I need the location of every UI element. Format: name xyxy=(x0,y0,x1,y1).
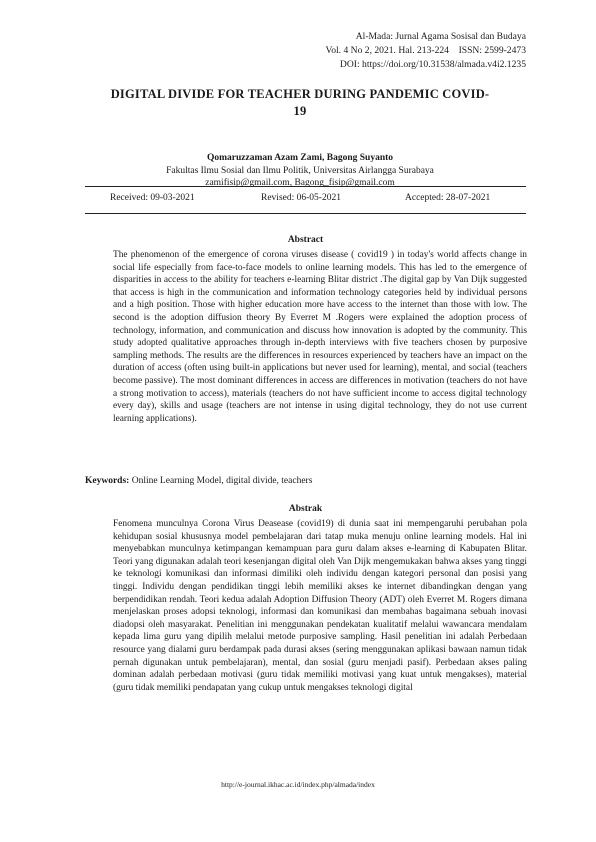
abstrak-heading: Abstrak xyxy=(288,504,323,514)
author-names: Qomaruzzaman Azam Zami, Bagong Suyanto xyxy=(206,153,394,163)
author-affiliation: Fakultas Ilmu Sosial dan Ilmu Politik, Universitas Airlangga Surabaya xyxy=(166,165,434,176)
author-block xyxy=(85,152,515,190)
revised-date: Revised: 06-05-2021 xyxy=(261,193,341,203)
journal-name: Al-Mada: Jurnal Agama Sosisal dan Budaya xyxy=(355,31,526,42)
paper-title: DIGITAL DIVIDE FOR TEACHER DURING PANDEMIC COVID-19 xyxy=(110,87,490,118)
received-date: Received: 09-03-2021 xyxy=(110,193,195,203)
keywords-label: Keywords: xyxy=(85,476,130,486)
abstract-english: The phenomenon of the emergence of corona viruses disease ( covid19 ) in today's world affects change in social life especially from face-to-face models to online learning models. This has led to the emergence of disparities in access to the ability for teachers e-learning Blitar district .The digital gap by Van Dijk suggested that access is high in the communication and information technology categories held by individual persons and a high position. Those with higher education more have access to the internet than those with low. The second is the adoption diffusion theory By Everret M .Rogers were explained the adoption process of technology, information, and communication and discuss how innovation is adopted by the community. This study adopted qualitative approaches through in-depth interviews with five teachers chosen by purposive sampling methods. The results are the differences in resources experienced by teachers have an impact on the duration of access (often using built-in applications but never used for learning), mental, and social (teachers become passive). The most dominant differences in access are differences in motivation (teachers do not have a strong motivation to access), materials (teachers do not have sufficient income to access digital technology every day), skills and usage (teachers are not intense in using digital technology, they do not use current learning applications). xyxy=(113,250,527,424)
journal-doi[interactable]: DOI: https://doi.org/10.31538/almada.v4i2.1235 xyxy=(339,59,526,71)
journal-header xyxy=(326,30,527,73)
abstract-indonesian: Fenomena munculnya Corona Virus Deasease (covid19) di dunia saat ini mempengaruhi perubahan pola kehidupan sosial khususnya model pembelajaran dari tatap muka menuju online learning models. Hal ini menyebabkan munculnya ketimpangan kemampuan para guru dalam akses e-learning di Kabupaten Blitar. Teori yang digunakan adalah teori kesenjangan digital oleh Van Dijk mengemukakan bahwa akses yang tinggi ke teknologi komunikasi dan informasi dimiliki oleh individu dengan kategori personal dan posisi yang tinggi. Individu dengan pendidikan tinggi lebih memiliki akses ke internet dibandingkan dengan yang berpendidikan rendah. Teori kedua adalah Adoption Diffusion Theory (ADT) oleh Everret M. Rogers dimana menjelaskan proses adopsi teknologi, informasi dan komunikasi dan membahas bagaimana sebuah inovasi diadopsi oleh masyarakat. Penelitian ini menggunakan pendekatan kualitatif melalui wawancara mendalam kepada lima guru yang dipilih melalui metode purposive sampling. Hasil penelitian ini adalah Perbedaan resource yang dialami guru berdampak pada durasi akses (sering menggunakan aplikasi bawaan namun tidak pernah digunakan untuk pembelajaran), mental, dan sosial (guru menjadi pasif). Perbedaan akses paling dominan adalah perbedaan motivasi (guru tidak memiliki motivasi yang kuat untuk mengakses), material (guru tidak memiliki pendapatan yang cukup untuk mengakses teknologi digital xyxy=(113,519,527,693)
author-emails xyxy=(85,177,515,190)
top-divider xyxy=(85,186,526,187)
journal-volume-issn: Vol. 4 No 2, 2021. Hal. 213-224 ISSN: 2599-2473 xyxy=(325,45,526,57)
accepted-date: Accepted: 28-07-2021 xyxy=(405,193,491,203)
keywords-text: Online Learning Model, digital divide, teachers xyxy=(129,476,313,486)
email-separator: , xyxy=(289,178,295,188)
email-link-1[interactable]: zamifisip@gmail.com xyxy=(205,178,290,188)
email-link-2[interactable]: Bagong_fisip@gmail.com xyxy=(294,178,395,188)
keywords-line xyxy=(85,476,526,486)
bottom-divider xyxy=(85,213,526,214)
footer-url[interactable]: http://e-journal.ikhac.ac.id/index.php/almada/index xyxy=(221,780,375,789)
abstract-heading: Abstract xyxy=(287,235,324,245)
